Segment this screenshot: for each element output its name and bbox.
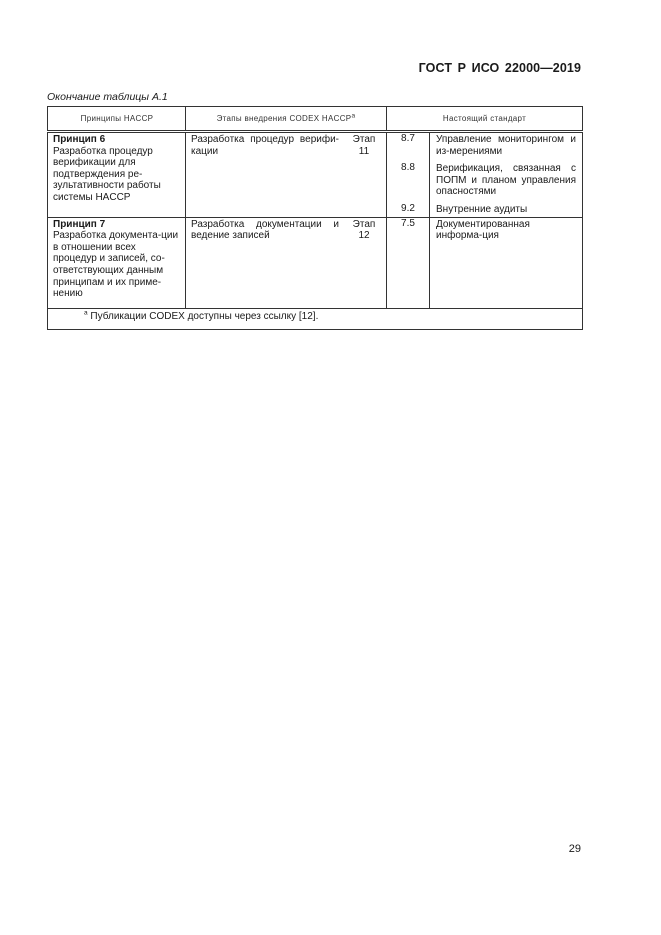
header-codex-stages [186, 107, 387, 132]
page-number: 29 [568, 843, 581, 855]
stage-label: Этап [352, 134, 376, 145]
document-id: ГОСТ Р ИСО 22000—2019 [418, 61, 581, 75]
principle-cell [48, 217, 186, 308]
footnote-cell [48, 308, 583, 329]
clause-text: Внутренние аудиты [436, 203, 528, 215]
clause-text-cell [430, 217, 583, 308]
stage-text-cell: Разработка документации и ведение записей [186, 217, 343, 308]
principle-text: Разработка документа-ции в отношении всех процедур и записей, со-ответствующих данным принципам и их приме-нению [53, 230, 179, 300]
clause-text: Верификация, связанная с ПОПМ и планом управления опасностями [436, 163, 576, 198]
header-footnote-mark: a [351, 112, 356, 120]
clause-number: 8.8 [401, 162, 415, 174]
stage-number-cell [342, 217, 387, 308]
clause-text: Документированная информа-ция [436, 218, 530, 242]
stage-number: 12 [358, 230, 370, 242]
header-this-standard: Настоящий стандарт [387, 107, 583, 132]
table-caption: Окончание таблицы А.1 [47, 91, 168, 103]
footnote-row [48, 308, 583, 329]
footnote-mark: a [84, 309, 88, 317]
principle-title: Принцип 6 [53, 134, 106, 145]
footnote-text: Публикации CODEX доступны через ссылку [12]. [87, 310, 319, 322]
hacpp-table [47, 106, 583, 330]
clause-number: 9.2 [401, 202, 415, 214]
clause-number: 7.5 [401, 217, 415, 229]
header-codex-stages-label: Этапы внедрения CODEX HACCP [216, 113, 352, 123]
principle-cell [48, 132, 186, 218]
stage-number: 11 [358, 145, 370, 157]
clause-text: Управление мониторингом и из-мерениями [436, 134, 576, 157]
stage-label: Этап [352, 218, 376, 230]
stage-text-cell: Разработка процедур верифи-кации [186, 132, 343, 218]
table-row [48, 217, 583, 308]
table-row [48, 132, 583, 218]
principle-title: Принцип 7 [53, 218, 106, 230]
table-header-row [48, 107, 583, 132]
clause-number-cell [387, 217, 430, 308]
clause-text-cell [430, 132, 583, 218]
clause-number-cell [387, 132, 430, 218]
clause-number: 8.7 [401, 133, 415, 144]
header-principles: Принципы HACCP [48, 107, 186, 132]
principle-text: Разработка процедур верификации для подтверждения ре-зультативности работы системы HACCP [53, 145, 161, 203]
stage-number-cell [342, 132, 387, 218]
